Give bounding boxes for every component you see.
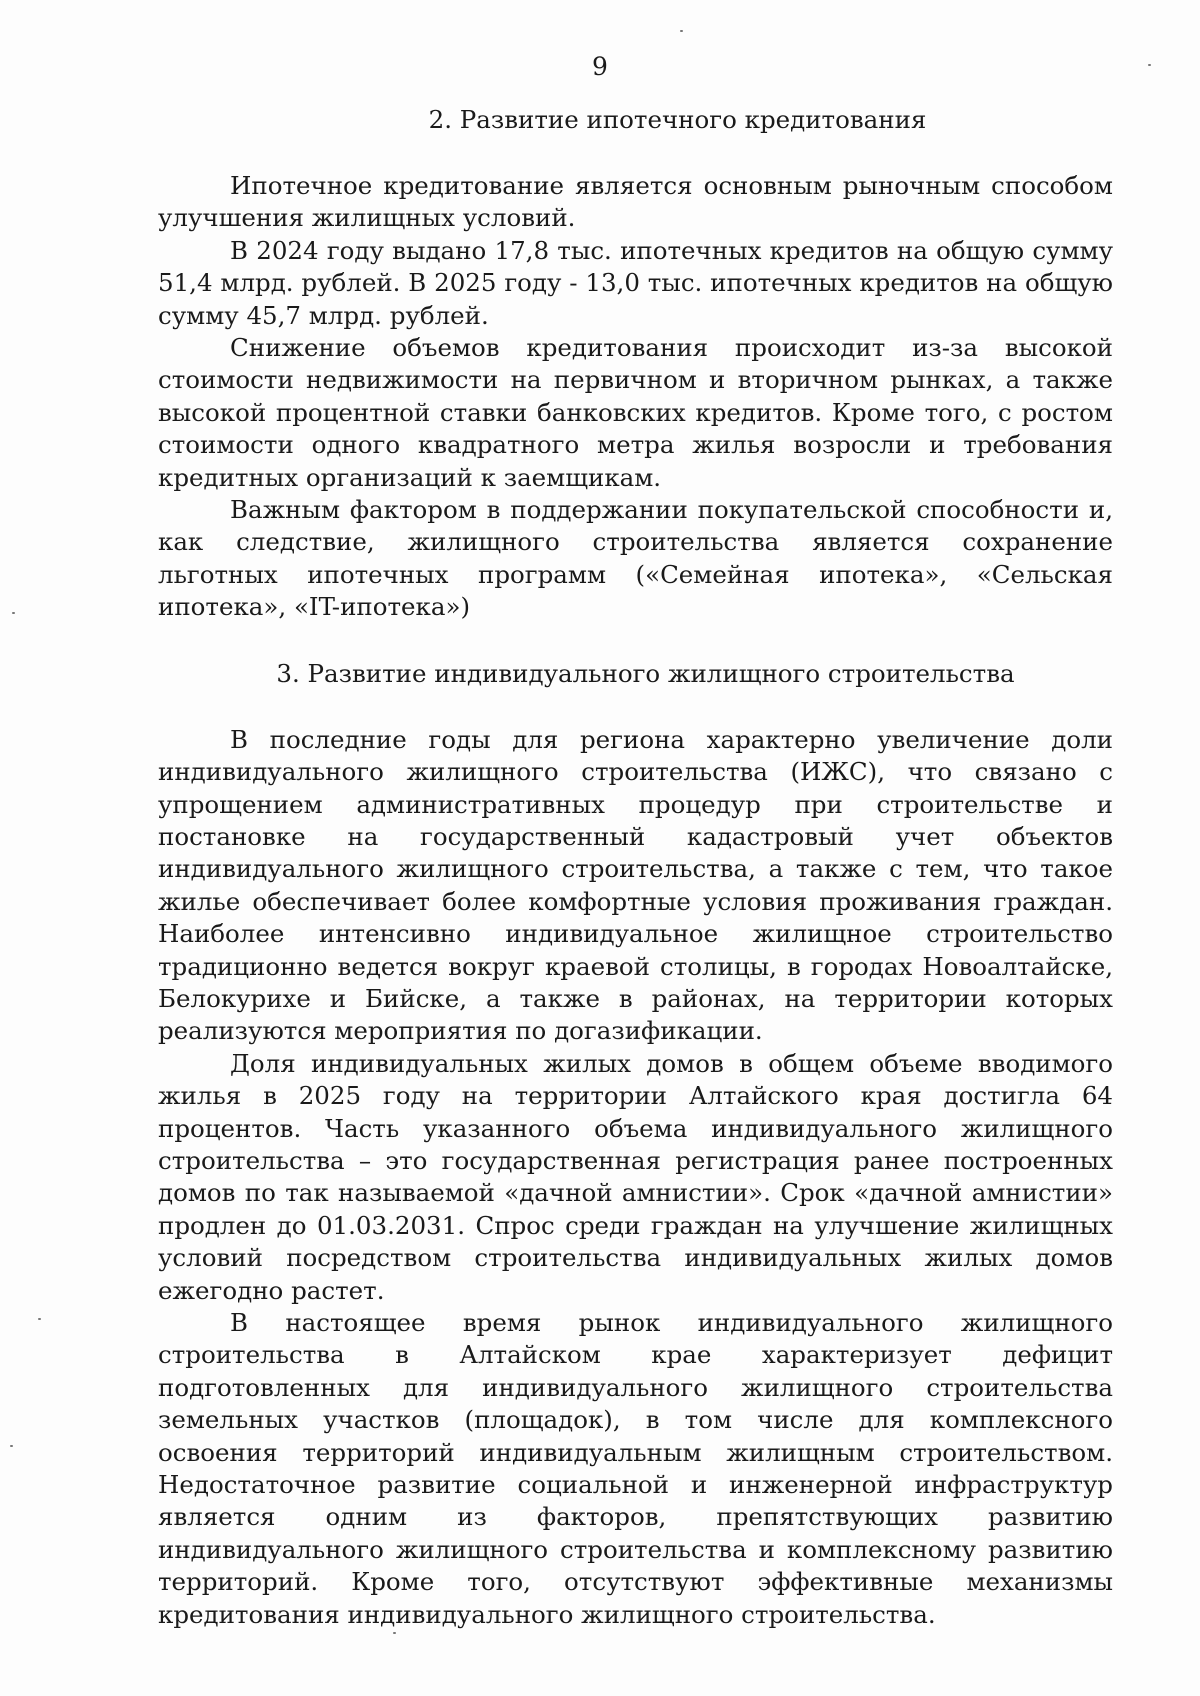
scan-speck bbox=[1148, 64, 1151, 66]
section-3-paragraph-1: В последние годы для региона характерно увеличение доли индивидуального жилищного строительства (ИЖС), что связано с упрощением административных процедур при строительстве и постановке на государственный кадастровый учет объектов индивидуального жилищного строительства, а также с тем, что такое жилье обеспечивает более комфортные условия проживания граждан. Наиболее интенсивно индивидуальное жилищное строительство традиционно ведется вокруг краевой столицы, в городах Новоалтайске, Белокурихе и Бийске, а также в районах, на территории которых реализуются мероприятия по догазификации. bbox=[158, 724, 1113, 1046]
scan-speck bbox=[12, 612, 15, 614]
section-3-paragraph-2: Доля индивидуальных жилых домов в общем объеме вводимого жилья в 2025 году на территории Алтайского края достигла 64 процентов. Часть указанного объема индивидуального жилищного строительства – это государственная регистрация ранее построенных домов по так называемой «дачной амнистии». Срок «дачной амнистии» продлен до 01.03.2031. Спрос среди граждан на улучшение жилищных условий посредством строительства индивидуальных жилых домов ежегодно растет. bbox=[158, 1048, 1113, 1305]
section-2-paragraph-4: Важным фактором в поддержании покупательской способности и, как следствие, жилищного строительства является сохранение льготных ипотечных программ («Семейная ипотека», «Сельская ипотека», «IT-ипотека») bbox=[158, 495, 1113, 622]
section-2-paragraph-3: Снижение объемов кредитования происходит из-за высокой стоимости недвижимости на первичном и вторичном рынках, а также высокой процентной ставки банковских кредитов. Кроме того, с ростом стоимости одного квадратного метра жилья возросли и требования кредитных организаций к заемщикам. bbox=[158, 333, 1113, 492]
page-number: 9 bbox=[592, 52, 608, 81]
document-body bbox=[158, 104, 1113, 1631]
scan-speck bbox=[10, 1445, 13, 1447]
section-2-heading: 2. Развитие ипотечного кредитования bbox=[428, 105, 927, 134]
scan-speck bbox=[680, 30, 683, 32]
section-3-paragraph-3: В настоящее время рынок индивидуального жилищного строительства в Алтайском крае характеризует дефицит подготовленных для индивидуального жилищного строительства земельных участков (площадок), в том числе для комплексного освоения территорий индивидуальным жилищным строительством. Недостаточное развитие социальной и инженерной инфраструктур является одним из факторов, препятствующих развитию индивидуального жилищного строительства и комплексному развитию территорий. Кроме того, отсутствуют эффективные механизмы кредитования индивидуального жилищного строительства. bbox=[158, 1308, 1113, 1629]
scan-speck bbox=[38, 1318, 41, 1320]
scan-speck bbox=[393, 1632, 396, 1634]
section-2-paragraph-2: В 2024 году выдано 17,8 тыс. ипотечных кредитов на общую сумму 51,4 млрд. рублей. В 2025 году - 13,0 тыс. ипотечных кредитов на общую сумму 45,7 млрд. рублей. bbox=[158, 235, 1113, 330]
section-3-heading: 3. Развитие индивидуального жилищного строительства bbox=[276, 658, 1015, 688]
section-2-paragraph-1: Ипотечное кредитование является основным рыночным способом улучшения жилищных условий. bbox=[158, 171, 1113, 233]
